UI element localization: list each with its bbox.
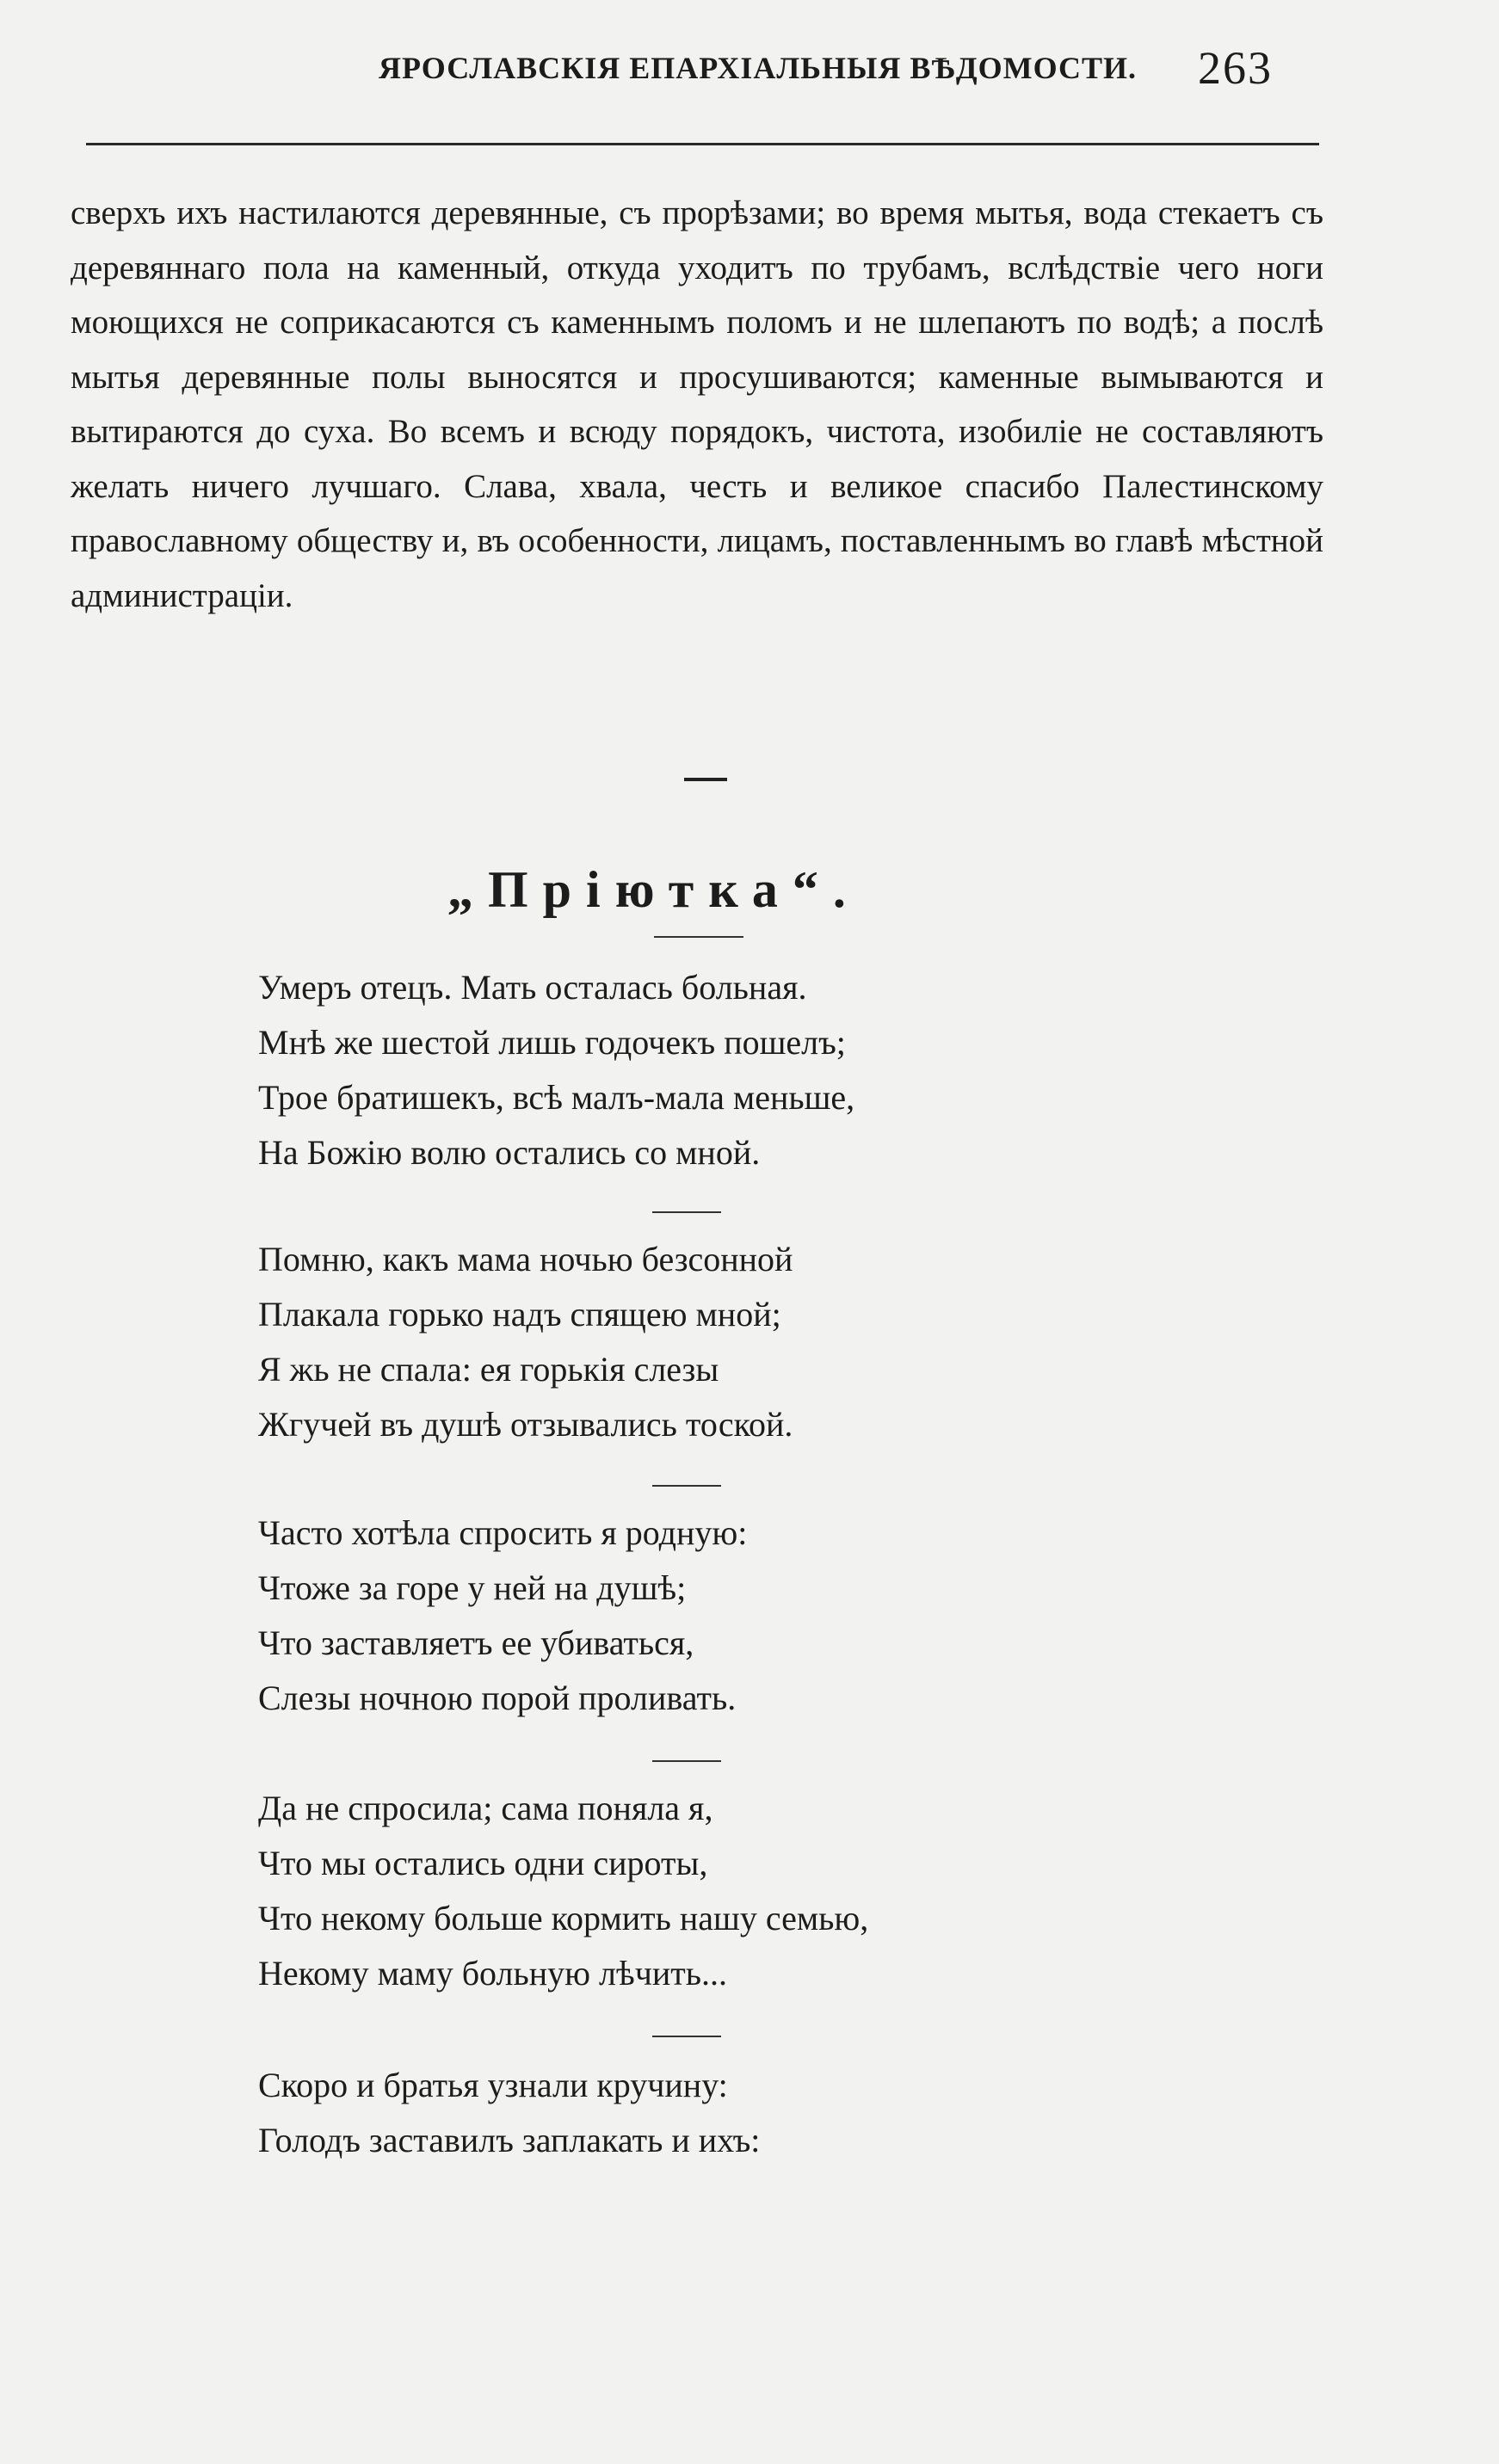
poem-line: Да не спросила; сама поняла я, <box>258 1789 713 1827</box>
stanza-divider <box>652 1485 721 1487</box>
page-number: 263 <box>1198 42 1273 94</box>
stanza-divider <box>652 1760 721 1762</box>
stanza-4 <box>258 1781 868 2001</box>
stanza-2 <box>258 1232 793 1452</box>
stanza-3 <box>258 1506 747 1726</box>
header-rule <box>86 143 1319 145</box>
stanza-5 <box>258 2058 760 2168</box>
poem-line: Что мы остались одни сироты, <box>258 1844 708 1882</box>
poem-line: Некому маму больную лѣчить... <box>258 1954 727 1993</box>
poem-line: Чтоже за горе у ней на душѣ; <box>258 1568 687 1607</box>
poem-line: Мнѣ же шестой лишь годочекъ пошелъ; <box>258 1023 846 1062</box>
section-divider <box>684 778 727 781</box>
poem-line: Голодъ заставилъ заплакать и ихъ: <box>258 2121 761 2159</box>
poem-line: Слезы ночною порой проливать. <box>258 1679 737 1717</box>
prose-paragraph: сверхъ ихъ настилаются деревянные, съ прорѣзами; во время мытья, вода стекаетъ съ деревяннаго пола на каменный, откуда уходитъ по трубамъ, вслѣдствіе чего ноги моющихся не соприкасаются съ каменнымъ поломъ и не шлепаютъ по водѣ; а послѣ мытья деревянные полы выносятся и просушиваются; каменные вымываются и вытираются до суха. Во всемъ и всюду порядокъ, чистота, изобиліе не составляютъ желать ничего лучшаго. Слава, хвала, честь и великое спасибо Палестинскому православному обществу и, въ особенности, лицамъ, поставленнымъ во главѣ мѣстной администраціи. <box>71 194 1323 614</box>
poem-line: Я жь не спала: ея горькія слезы <box>258 1350 719 1389</box>
poem-line: На Божію волю остались со мной. <box>258 1133 761 1172</box>
poem-line: Что заставляетъ ее убиваться, <box>258 1623 694 1662</box>
stanza-divider <box>652 2036 721 2037</box>
stanza-divider <box>652 1211 721 1213</box>
poem-line: Умеръ отецъ. Мать осталась больная. <box>258 968 807 1007</box>
poem-title: „Пріютка“. <box>447 861 861 918</box>
running-title: ЯРОСЛАВСКІЯ ЕПАРХІАЛЬНЫЯ ВѢДОМОСТИ. <box>379 51 1138 85</box>
stanza-1 <box>258 960 854 1180</box>
poem-line: Часто хотѣла спросить я родную: <box>258 1513 748 1552</box>
poem-line: Скоро и братья узнали кручину: <box>258 2066 728 2104</box>
poem-line: Трое братишекъ, всѣ малъ-мала меньше, <box>258 1078 855 1117</box>
title-underline <box>654 936 743 938</box>
poem-line: Плакала горько надъ спящею мной; <box>258 1295 781 1334</box>
poem-line: Помню, какъ мама ночью безсонной <box>258 1240 793 1278</box>
poem-line: Что некому больше кормить нашу семью, <box>258 1899 869 1937</box>
poem-line: Жгучей въ душѣ отзывались тоской. <box>258 1405 793 1444</box>
